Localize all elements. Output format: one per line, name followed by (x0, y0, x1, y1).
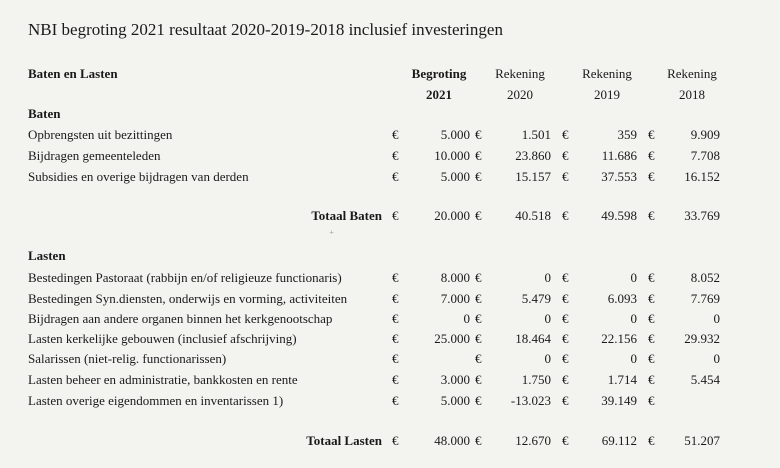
euro-sign: € (648, 291, 655, 306)
value-cell: 5.454 (690, 372, 720, 387)
value-cell: 18.464 (515, 331, 551, 346)
value-cell: 0 (544, 311, 551, 326)
lasten-row-label: Lasten kerkelijke gebouwen (inclusief afschrijving) (28, 331, 297, 346)
euro-sign: € (562, 208, 569, 223)
value-cell: 49.598 (601, 208, 637, 223)
euro-sign: € (475, 127, 482, 142)
lasten-row-label: Bestedingen Pastoraat (rabbijn en/of religieuze functionaris) (28, 270, 342, 285)
euro-sign: € (562, 372, 569, 387)
value-cell: 37.553 (601, 169, 637, 184)
euro-sign: € (648, 148, 655, 163)
euro-sign: € (562, 331, 569, 346)
column-header-col1-year: 2021 (426, 87, 452, 102)
euro-sign: € (562, 393, 569, 408)
euro-sign: € (475, 148, 482, 163)
euro-sign: € (392, 311, 399, 326)
value-cell: 5.000 (440, 393, 470, 408)
lasten-row-label: Lasten beheer en administratie, bankkosten en rente (28, 372, 298, 387)
euro-sign: € (475, 311, 482, 326)
value-cell: 16.152 (684, 169, 720, 184)
value-cell: 10.000 (434, 148, 470, 163)
euro-sign: € (562, 351, 569, 366)
euro-sign: € (475, 208, 482, 223)
column-header-col4: Rekening (667, 66, 717, 81)
euro-sign: € (392, 351, 399, 366)
value-cell: 29.932 (684, 331, 720, 346)
lasten-row-label: Lasten overige eigendommen en inventarissen 1) (28, 393, 284, 408)
euro-sign: € (648, 208, 655, 223)
value-cell: 5.479 (521, 291, 551, 306)
euro-sign: € (562, 311, 569, 326)
euro-sign: € (475, 351, 482, 366)
value-cell: 11.686 (601, 148, 637, 163)
column-header-col4-year: 2018 (679, 87, 705, 102)
value-cell: 51.207 (684, 433, 720, 448)
column-header-col1: Begroting (411, 66, 467, 81)
value-cell: 33.769 (684, 208, 720, 223)
value-cell: 0 (630, 270, 637, 285)
header-label: Baten en Lasten (28, 66, 118, 81)
euro-sign: € (392, 331, 399, 346)
euro-sign: € (392, 393, 399, 408)
value-cell: 15.157 (515, 169, 551, 184)
lasten-total-label: Totaal Lasten (306, 433, 382, 448)
column-header-col2: Rekening (495, 66, 545, 81)
lasten-row-label: Salarissen (niet-relig. functionarissen) (28, 351, 227, 366)
value-cell: 25.000 (434, 331, 470, 346)
euro-sign: € (475, 331, 482, 346)
euro-sign: € (475, 372, 482, 387)
euro-sign: € (562, 127, 569, 142)
euro-sign: € (392, 169, 399, 184)
lasten-row-label: Bijdragen aan andere organen binnen het kerkgenootschap (28, 311, 333, 326)
section-heading-lasten: Lasten (28, 248, 66, 263)
euro-sign: € (392, 270, 399, 285)
value-cell: 3.000 (440, 372, 470, 387)
euro-sign: € (392, 291, 399, 306)
value-cell: 69.112 (601, 433, 637, 448)
value-cell: 0 (630, 351, 637, 366)
value-cell: 7.769 (690, 291, 720, 306)
value-cell: 359 (617, 127, 637, 142)
scan-artifact-mark: ₊ (329, 226, 335, 237)
value-cell: 9.909 (690, 127, 720, 142)
value-cell: 6.093 (607, 291, 637, 306)
value-cell: 22.156 (601, 331, 637, 346)
baten-total-label: Totaal Baten (311, 208, 382, 223)
euro-sign: € (562, 270, 569, 285)
euro-sign: € (648, 169, 655, 184)
euro-sign: € (392, 127, 399, 142)
euro-sign: € (648, 311, 655, 326)
value-cell: 48.000 (434, 433, 470, 448)
value-cell: 0 (463, 311, 470, 326)
euro-sign: € (475, 291, 482, 306)
value-cell: 0 (713, 351, 720, 366)
baten-row-label: Opbrengsten uit bezittingen (28, 127, 173, 142)
euro-sign: € (392, 372, 399, 387)
value-cell: 20.000 (434, 208, 470, 223)
document-title: NBI begroting 2021 resultaat 2020-2019-2018 inclusief investeringen (28, 20, 503, 39)
value-cell: 5.000 (440, 127, 470, 142)
value-cell: 1.501 (521, 127, 551, 142)
euro-sign: € (648, 372, 655, 387)
euro-sign: € (392, 433, 399, 448)
value-cell: 0 (630, 311, 637, 326)
value-cell: 12.670 (515, 433, 551, 448)
euro-sign: € (392, 148, 399, 163)
baten-row-label: Subsidies en overige bijdragen van derden (28, 169, 249, 184)
section-heading-baten: Baten (28, 106, 61, 121)
euro-sign: € (648, 393, 655, 408)
euro-sign: € (648, 433, 655, 448)
column-header-col3: Rekening (582, 66, 632, 81)
value-cell: 1.714 (607, 372, 637, 387)
euro-sign: € (475, 393, 482, 408)
value-cell: 39.149 (601, 393, 637, 408)
baten-row-label: Bijdragen gemeenteleden (28, 148, 161, 163)
euro-sign: € (648, 351, 655, 366)
value-cell: 8.000 (440, 270, 470, 285)
column-header-col2-year: 2020 (507, 87, 533, 102)
euro-sign: € (562, 291, 569, 306)
value-cell: 5.000 (440, 169, 470, 184)
euro-sign: € (648, 331, 655, 346)
lasten-row-label: Bestedingen Syn.diensten, onderwijs en vorming, activiteiten (28, 291, 348, 306)
value-cell: 0 (713, 311, 720, 326)
euro-sign: € (475, 270, 482, 285)
euro-sign: € (562, 148, 569, 163)
euro-sign: € (648, 127, 655, 142)
value-cell: 40.518 (515, 208, 551, 223)
column-header-col3-year: 2019 (594, 87, 620, 102)
value-cell: 7.708 (690, 148, 720, 163)
value-cell: -13.023 (510, 393, 551, 408)
euro-sign: € (562, 169, 569, 184)
value-cell: 0 (544, 270, 551, 285)
euro-sign: € (648, 270, 655, 285)
euro-sign: € (562, 433, 569, 448)
value-cell: 7.000 (440, 291, 470, 306)
euro-sign: € (475, 169, 482, 184)
value-cell: 0 (544, 351, 551, 366)
euro-sign: € (475, 433, 482, 448)
value-cell: 1.750 (521, 372, 551, 387)
value-cell: 8.052 (690, 270, 720, 285)
euro-sign: € (392, 208, 399, 223)
value-cell: 23.860 (515, 148, 551, 163)
